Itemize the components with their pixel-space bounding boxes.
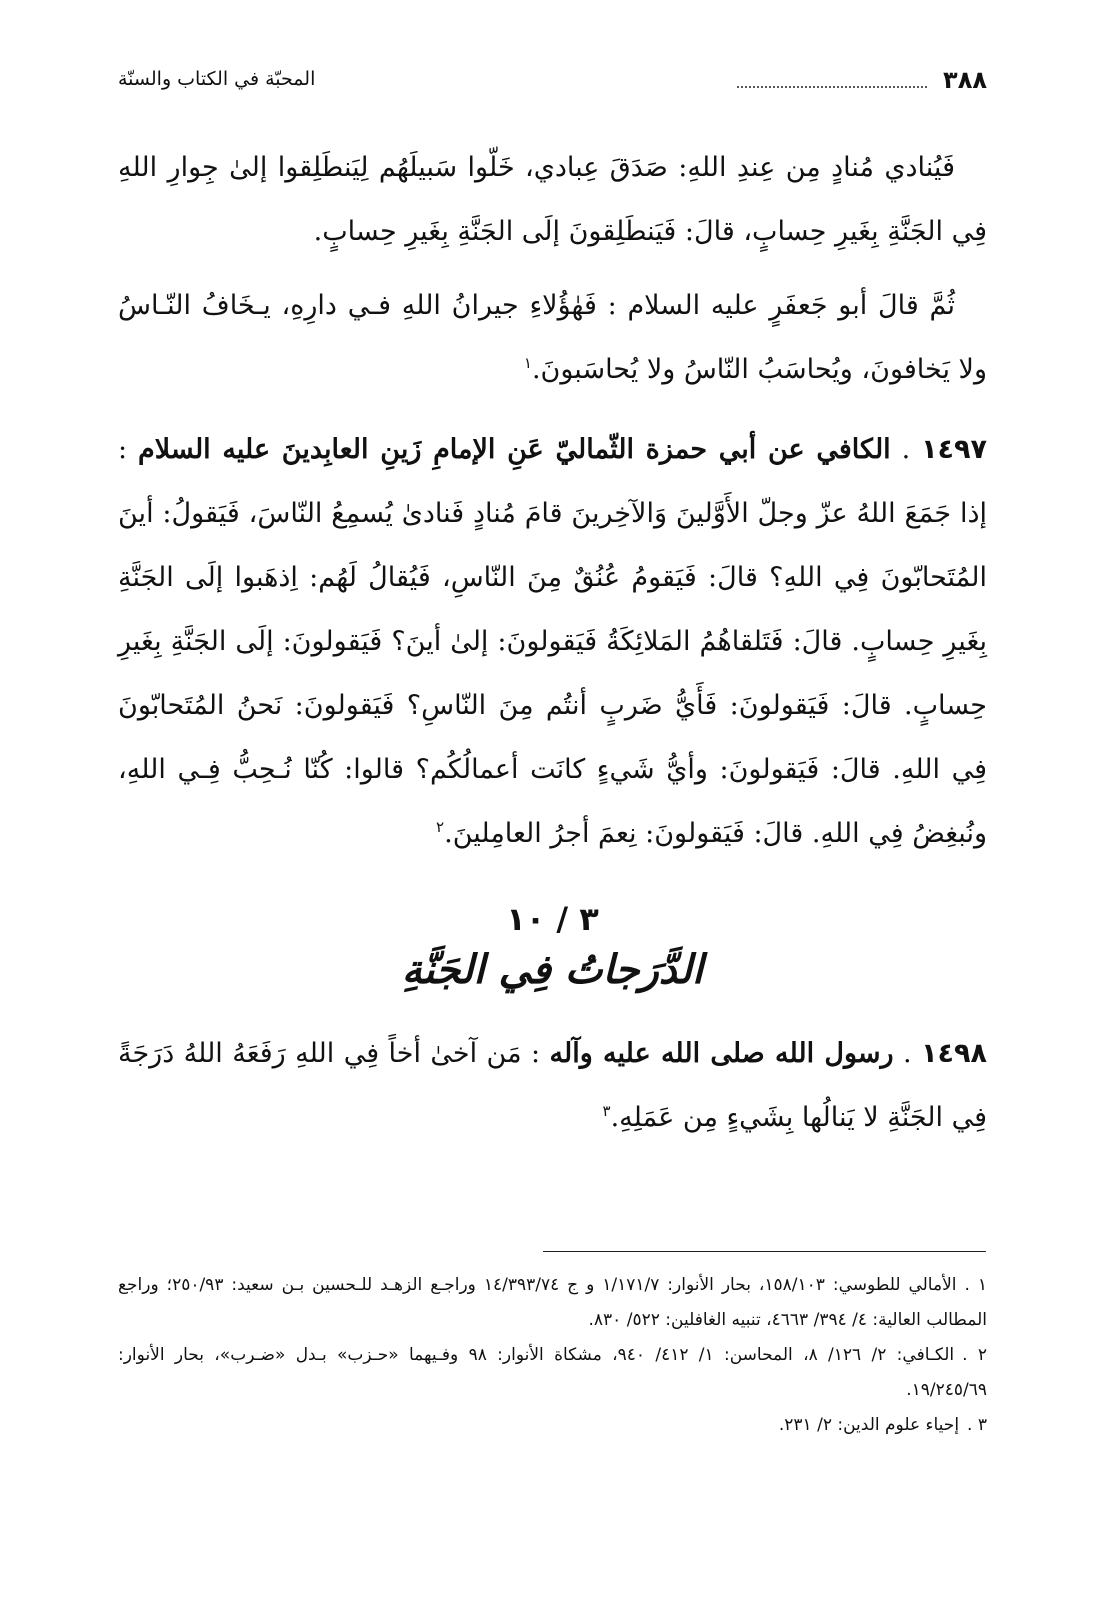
hadith-number: ١٤٩٧ xyxy=(921,434,987,465)
footnote-3 xyxy=(118,1408,987,1443)
page-number: ٣٨٨ xyxy=(943,66,987,94)
running-header xyxy=(118,66,987,100)
hadith-number: ١٤٩٨ xyxy=(921,1038,987,1069)
footnote-separator xyxy=(543,1251,986,1252)
footnotes xyxy=(118,1268,987,1443)
paragraph-abu-jafar xyxy=(118,274,987,402)
book-title: المحبّة في الكتاب والسنّة xyxy=(118,68,316,90)
footnote-ref: ٢ xyxy=(436,818,445,836)
paragraph-text: ثُمَّ قالَ أبو جَعفَرٍ عليه السلام : فَهٰؤُلاءِ جيرانُ اللهِ فـي دارِهِ، يـخَافُ النّـاسُ ولا يَخافونَ، ويُحاسَبُ النّاسُ ولا يُحاسَبونَ. xyxy=(118,290,987,385)
footnote-text: الأمالي للطوسي: ١٥٨/١٠٣، بحار الأنوار: ١/١٧١/٧ و ج ١٤/٣٩٣/٧٤ وراجـع الزهـد للـحسين بـن سعيد: ٢٥٠/٩٣؛ وراجع المطالب العالية: ٤/ ٣٩٤/ ٤٦٦٣، تنبيه الغافلين: ٥٢٢/ ٨٣٠. xyxy=(118,1275,987,1330)
footnote-number: ١ . xyxy=(964,1275,988,1295)
section-heading xyxy=(118,896,987,998)
hadith-text: : إذا جَمَعَ اللهُ عزّ وجلّ الأَوَّلينَ وَالآخِرينَ قامَ مُنادٍ فَنادىٰ يُسمِعُ النّاسَ، فَيَقولُ: أينَ المُتَحابّونَ فِي اللهِ؟ قالَ: فَيَقومُ عُنُقٌ مِنَ النّاسِ، فَيُقالُ لَهُم: اِذهَبوا إلَى الجَنَّةِ بِغَيرِ حِسابٍ. قالَ: فَتَلقاهُمُ المَلائِكَةُ فَيَقولونَ: إلىٰ أينَ؟ فَيَقولونَ: إلَى الجَنَّةِ بِغَيرِ حِسابٍ. قالَ: فَيَقولونَ: فَأَيُّ ضَربٍ أنتُم مِنَ النّاسِ؟ فَيَقولونَ: نَحنُ المُتَحابّونَ فِي اللهِ. قالَ: فَيَقولونَ: وأيُّ شَيءٍ كانَت أعمالُكُم؟ قالوا: كُنّا نُـحِبُّ فِـي اللهِ، ونُبغِضُ فِي اللهِ. قالَ: فَيَقولونَ: نِعمَ أجرُ العامِلينَ. xyxy=(118,434,987,849)
section-number: ٣ / ١٠ xyxy=(506,900,599,938)
hadith-source: الكافي عن أبي حمزة الثّماليّ عَنِ الإمامِ زَينِ العابِدينَ عليه السلام xyxy=(138,434,891,465)
footnote-ref: ٣ xyxy=(602,1102,611,1120)
footnote-2 xyxy=(118,1338,987,1408)
footnote-number: ٣ . xyxy=(967,1415,987,1435)
header-dotted-leader xyxy=(737,86,927,88)
hadith-1498: ١٤٩٨ . رسول الله صلى الله عليه وآله : مَن آخىٰ أخاً فِي اللهِ رَفَعَهُ اللهُ دَرَجَةً فِي الجَنَّةِ لا يَنالُها بِشَيءٍ مِن عَمَلِهِ.$^٣$ xyxy=(118,1038,987,1133)
footnote-ref: ١ xyxy=(523,354,532,372)
section-title: الدَّرَجاتُ فِي الجَنَّةِ xyxy=(401,946,704,993)
hadith-text: : مَن آخىٰ أخاً فِي اللهِ رَفَعَهُ اللهُ دَرَجَةً فِي الجَنَّةِ لا يَنالُها بِشَيءٍ مِن عَمَلِهِ. xyxy=(118,1038,987,1133)
footnote-1 xyxy=(118,1268,987,1338)
footnote-text: إحياء علوم الدين: ٢/ ٢٣١. xyxy=(778,1415,960,1435)
footnote-text: الكـافي: ٢/ ١٢٦/ ٨، المحاسن: ١/ ٤١٢/ ٩٤٠، مشكاة الأنوار: ٩٨ وفـيهما «حـزب» بـدل «ضـرب»، بحار الأنوار: ١٩/٢٤٥/٦٩. xyxy=(118,1345,987,1400)
hadith-source: رسول الله صلى الله عليه وآله xyxy=(549,1038,894,1069)
paragraph-continuation: فَيُنادي مُنادٍ مِن عِندِ اللهِ: صَدَقَ عِبادي، خَلّوا سَبيلَهُم لِيَنطَلِقوا إلىٰ جِوارِ اللهِ فِي الجَنَّةِ بِغَيرِ حِسابٍ، قالَ: فَيَنطَلِقونَ إلَى الجَنَّةِ بِغَيرِ حِسابٍ. xyxy=(118,152,987,247)
footnote-number: ٢ . xyxy=(962,1345,988,1365)
body-text xyxy=(118,136,987,1150)
hadith-1497: ١٤٩٧ . الكافي عن أبي حمزة الثّماليّ عَنِ الإمامِ زَينِ العابِدينَ عليه السلام : إذا جَمَعَ اللهُ عزّ وجلّ الأَوَّلينَ وَالآخِرينَ قامَ مُنادٍ فَنادىٰ يُسمِعُ النّاسَ، فَيَقولُ: أينَ المُتَحابّونَ فِي اللهِ؟ قالَ: فَيَقومُ عُنُقٌ مِنَ النّاسِ، فَيُقالُ لَهُم: اِذهَبوا إلَى الجَنَّةِ بِغَيرِ حِسابٍ. قالَ: فَتَلقاهُمُ المَلائِكَةُ فَيَقولونَ: إلىٰ أينَ؟ فَيَقولونَ: إلَى الجَنَّةِ بِغَيرِ حِسابٍ. قالَ: فَيَقولونَ: فَأَيُّ ضَربٍ أنتُم مِنَ النّاسِ؟ فَيَقولونَ: نَحنُ المُتَحابّونَ فِي اللهِ. قالَ: فَيَقولونَ: وأيُّ شَيءٍ كانَت أعمالُكُم؟ قالوا: كُنّا نُـحِبُّ فِـي اللهِ، ونُبغِضُ فِي اللهِ. قالَ: فَيَقولونَ: نِعمَ أجرُ العامِلينَ.$^٢$ xyxy=(118,434,987,849)
